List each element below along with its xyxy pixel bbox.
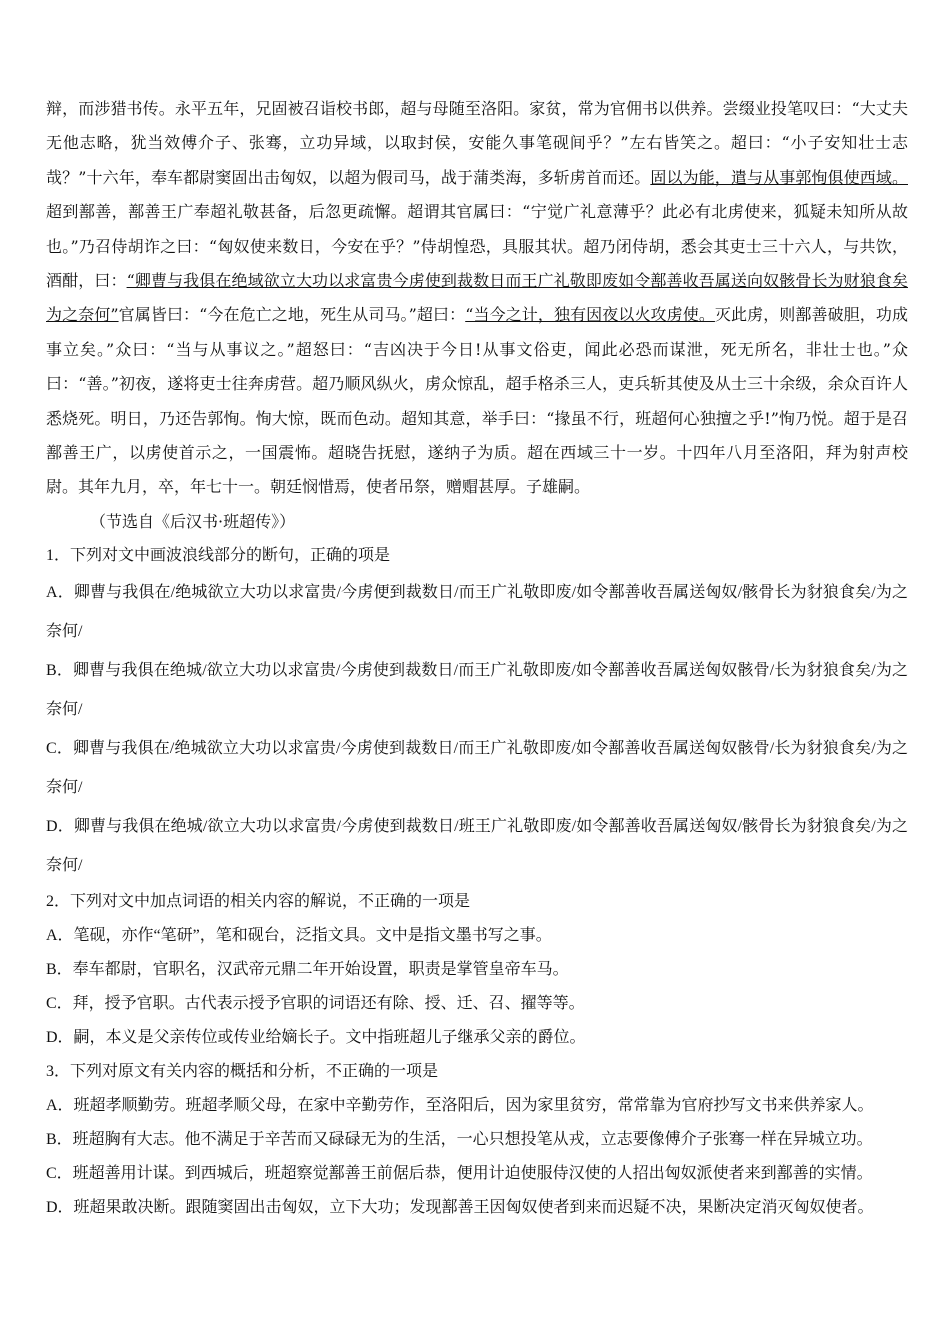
question-3: [46, 1055, 908, 1225]
question-stem: 1．下列对文中画波浪线部分的断句，正确的项是: [46, 546, 391, 564]
exam-page: [46, 92, 908, 1225]
passage-text-4: 灭此虏，则鄯善破胆，功成事立矣。”众曰：“当与从事议之。”超怒曰：“吉凶决于今日!从事文俗吏，闻此必恐而谋泄，死无所名，非壮士也。”众曰：“善。”初夜，遂将吏士往奔虏营。超乃顺风纵火，虏众惊乱，超手格杀三人，吏兵斩其使及从士三十余级，余众百许人悉烧死。明日，乃还告郭恂。恂大惊，既而色动。超知其意，举手曰：“掾虽不行，班超何心独擅之乎!”恂乃悦。超于是召鄯善王广，以虏使首示之，一国震怖。超晓告抚慰，遂纳子为质。超在西域三十一岁。十四年八月至洛阳，拜为射声校尉。其年九月，卒，年七十一。朝廷悯惜焉，使者吊祭，赠赗甚厚。子雄嗣。: [46, 305, 908, 497]
question-2: [46, 885, 908, 1055]
classical-passage: [46, 92, 908, 505]
option-b: B．班超胸有大志。他不满足于辛苦而又碌碌无为的生活，一心只想投笔从戎，立志要像傅介子张骞一样在异城立功。: [46, 1130, 873, 1148]
option-d: D．班超果敢决断。跟随窦固出击匈奴，立下大功；发现鄯善王因匈奴使者到来而迟疑不决，果断决定消灭匈奴使者。: [46, 1198, 874, 1216]
underlined-sentence-1: 固以为能，遣与从事郭恂俱使西域。: [650, 167, 908, 187]
option-d: D．卿曹与我俱在绝城/欲立大功以求富贵/今虏使到裁数日/班王广礼敬即废/如令鄯善收吾属送匈奴/骸骨长为豺狼食矣/为之奈何/: [46, 817, 908, 874]
option-b: B．奉车都尉，官职名，汉武帝元鼎二年开始设置，职责是掌管皇帝车马。: [46, 960, 569, 978]
option-a: A．笔砚，亦作“笔研”，笔和砚台，泛指文具。文中是指文墨书写之事。: [46, 926, 552, 944]
question-1: [46, 539, 908, 885]
question-stem: 3．下列对原文有关内容的概括和分析，不正确的一项是: [46, 1062, 439, 1080]
option-a: A．卿曹与我俱在/绝城欲立大功以求富贵/今虏便到裁数日/而王广礼敬即废/如令鄯善收吾属送匈奴/骸骨长为豺狼食矣/为之奈何/: [46, 583, 908, 640]
passage-text-3: 官属皆曰：“今在危亡之地，死生从司马。”超曰：: [118, 305, 466, 325]
question-stem: 2．下列对文中加点词语的相关内容的解说，不正确的一项是: [46, 892, 471, 910]
option-c: C．卿曹与我俱在/绝城欲立大功以求富贵/今虏使到裁数日/而王广礼敬即废/如令鄯善收吾属送匈奴骸骨/长为豺狼食矣/为之奈何/: [46, 739, 908, 796]
option-a: A．班超孝顺勤劳。班超孝顺父母，在家中辛勤劳作，至洛阳后，因为家里贫穷，常常靠为官府抄写文书来供养家人。: [46, 1096, 874, 1114]
passage-source: （节选自《后汉书·班超传》）: [90, 511, 296, 531]
option-c: C．班超善用计谋。到西城后，班超察觉鄯善王前倨后恭，便用计迫使服侍汉使的人招出匈奴派使者来到鄯善的实情。: [46, 1164, 873, 1182]
wavy-underlined-sentence: “卿曹与我俱在绝域欲立大功以求富贵今虏使到裁数日而王广礼敬即废如令鄯善收吾属送向奴骸骨长为财狼食矣为之奈何”: [46, 271, 908, 325]
option-c: C．拜，授予官职。古代表示授予官职的词语还有除、授、迁、召、擢等等。: [46, 994, 585, 1012]
option-d: D．嗣，本义是父亲传位或传业给嫡长子。文中指班超儿子继承父亲的爵位。: [46, 1028, 586, 1046]
underlined-sentence-2: “当今之计，独有因夜以火攻虏使。: [465, 305, 715, 325]
passage-text-2: 超到鄯善，鄯善王广奉超礼敬甚备，后忽更疏懈。超谓其官属曰：“宁觉广礼意薄乎？此必有北虏使来，狐疑未知所从故也。”乃召侍胡诈之曰：“匈奴使来数日，今安在乎？”侍胡惶恐，具服其状。超乃闭侍胡，悉会其吏士三十六人，与共饮，酒酣，曰：: [46, 202, 908, 291]
passage-text-1: 辩，而涉猎书传。永平五年，兄固被召诣校书郎，超与母随至洛阳。家贫，常为官佣书以供养。尝缀业投笔叹曰：“大丈夫无他志略，犹当效傅介子、张骞，立功异域，以取封侯，安能久事笔砚间乎？”左右皆笑之。超曰：“小子安知壮士志哉？”十六年，奉车都尉窦固出击匈奴，以超为假司马，战于蒲类海，多斩虏首而还。: [46, 99, 908, 187]
option-b: B．卿曹与我俱在绝城/欲立大功以求富贵/今虏使到裁数日/而王广礼敬即废/如令鄯善收吾属送匈奴骸骨/长为豺狼食矣/为之奈何/: [46, 661, 908, 718]
